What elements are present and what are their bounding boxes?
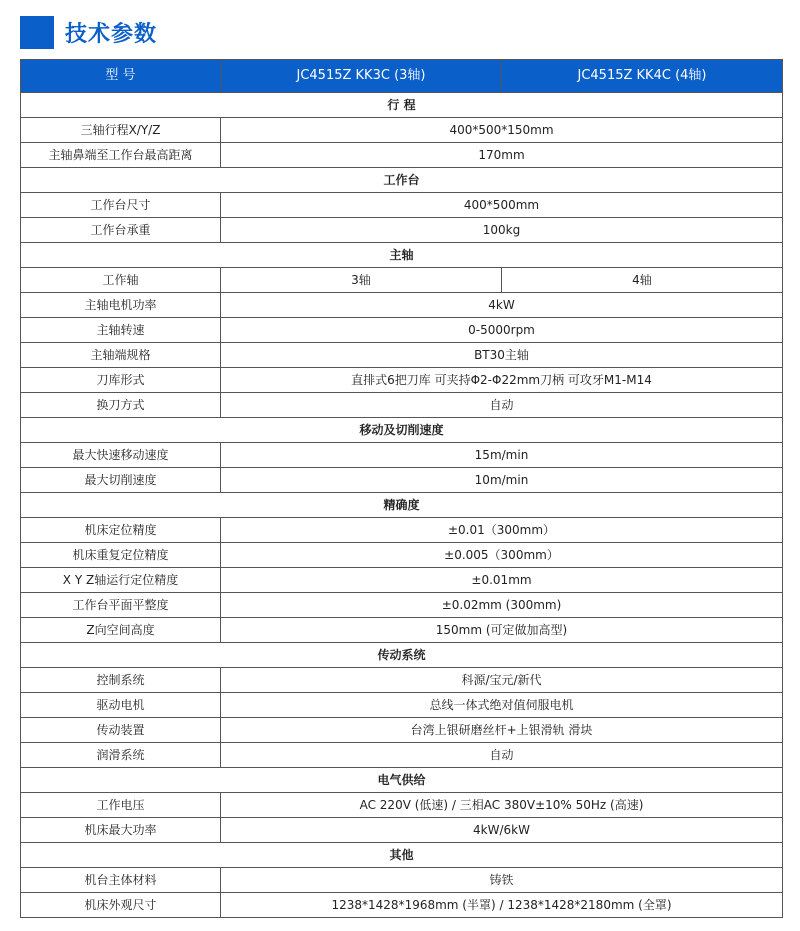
section-row bbox=[21, 418, 783, 443]
spec-label: 驱动电机 bbox=[21, 693, 221, 718]
spec-value: 科源/宝元/新代 bbox=[221, 668, 783, 693]
table-row bbox=[21, 143, 783, 168]
spec-value: 总线一体式绝对值伺服电机 bbox=[221, 693, 783, 718]
spec-value: BT30主轴 bbox=[221, 343, 783, 368]
spec-label: 主轴鼻端至工作台最高距离 bbox=[21, 143, 221, 168]
spec-value: 170mm bbox=[221, 143, 783, 168]
table-row bbox=[21, 468, 783, 493]
spec-value: ±0.01mm bbox=[221, 568, 783, 593]
section-row bbox=[21, 93, 783, 118]
spec-label: 三轴行程X/Y/Z bbox=[21, 118, 221, 143]
table-row bbox=[21, 793, 783, 818]
table-row bbox=[21, 818, 783, 843]
spec-label: 机床最大功率 bbox=[21, 818, 221, 843]
page-title: 技术参数 bbox=[65, 22, 158, 47]
spec-label: 主轴转速 bbox=[21, 318, 221, 343]
section-title-text: 主轴 bbox=[389, 248, 414, 262]
spec-value: 自动 bbox=[221, 743, 783, 768]
section-title bbox=[21, 243, 783, 268]
spec-value: ±0.02mm (300mm) bbox=[221, 593, 783, 618]
table-row bbox=[21, 593, 783, 618]
section-title bbox=[21, 418, 783, 443]
spec-label: 工作轴 bbox=[21, 268, 221, 293]
table-row bbox=[21, 268, 783, 293]
table-row bbox=[21, 218, 783, 243]
section-title bbox=[21, 768, 783, 793]
section-heading bbox=[20, 16, 157, 49]
spec-label: 机床重复定位精度 bbox=[21, 543, 221, 568]
spec-label: 润滑系统 bbox=[21, 743, 221, 768]
spec-label: 换刀方式 bbox=[21, 393, 221, 418]
spec-value: ±0.005（300mm） bbox=[221, 543, 783, 568]
spec-value: 4kW/6kW bbox=[221, 818, 783, 843]
header-model-label: 型 号 bbox=[21, 60, 221, 93]
table-row bbox=[21, 718, 783, 743]
spec-label: 工作电压 bbox=[21, 793, 221, 818]
spec-value: 10m/min bbox=[221, 468, 783, 493]
table-row bbox=[21, 368, 783, 393]
spec-value: 直排式6把刀库 可夹持Φ2-Φ22mm刀柄 可攻牙M1-M14 bbox=[221, 368, 783, 393]
spec-value: 0-5000rpm bbox=[221, 318, 783, 343]
section-row bbox=[21, 843, 783, 868]
spec-label: 机床定位精度 bbox=[21, 518, 221, 543]
section-row bbox=[21, 168, 783, 193]
section-title-text: 传动系统 bbox=[377, 648, 426, 662]
spec-label: 传动装置 bbox=[21, 718, 221, 743]
section-title-text: 行 程 bbox=[387, 98, 416, 112]
table-row bbox=[21, 693, 783, 718]
spec-value: 15m/min bbox=[221, 443, 783, 468]
spec-value: 4kW bbox=[221, 293, 783, 318]
section-title-text: 移动及切削速度 bbox=[359, 423, 444, 437]
spec-value: 台湾上银研磨丝杆+上银滑轨 滑块 bbox=[221, 718, 783, 743]
table-row bbox=[21, 393, 783, 418]
spec-label: 最大快速移动速度 bbox=[21, 443, 221, 468]
spec-value: 400*500mm bbox=[221, 193, 783, 218]
spec-label: 工作台尺寸 bbox=[21, 193, 221, 218]
section-title bbox=[21, 843, 783, 868]
spec-value: 150mm (可定做加高型) bbox=[221, 618, 783, 643]
table-row bbox=[21, 743, 783, 768]
section-title bbox=[21, 493, 783, 518]
spec-value: ±0.01（300mm） bbox=[221, 518, 783, 543]
spec-value: AC 220V (低速) / 三相AC 380V±10% 50Hz (高速) bbox=[221, 793, 783, 818]
spec-label: 刀库形式 bbox=[21, 368, 221, 393]
spec-label: 机台主体材料 bbox=[21, 868, 221, 893]
header-model-b: JC4515Z KK4C (4轴) bbox=[502, 60, 783, 93]
table-row bbox=[21, 118, 783, 143]
section-title-text: 工作台 bbox=[383, 173, 420, 187]
section-title-text: 精确度 bbox=[383, 498, 420, 512]
spec-value: 100kg bbox=[221, 218, 783, 243]
section-row bbox=[21, 768, 783, 793]
table-row bbox=[21, 193, 783, 218]
table-row bbox=[21, 893, 783, 918]
heading-square-icon bbox=[20, 16, 54, 49]
spec-label: Z向空间高度 bbox=[21, 618, 221, 643]
spec-value: 400*500*150mm bbox=[221, 118, 783, 143]
spec-label: X Y Z轴运行定位精度 bbox=[21, 568, 221, 593]
spec-value: 自动 bbox=[221, 393, 783, 418]
table-row bbox=[21, 443, 783, 468]
section-row bbox=[21, 243, 783, 268]
spec-label: 最大切削速度 bbox=[21, 468, 221, 493]
spec-label: 主轴端规格 bbox=[21, 343, 221, 368]
header-model-a: JC4515Z KK3C (3轴) bbox=[221, 60, 502, 93]
table-row bbox=[21, 543, 783, 568]
section-title-text: 其他 bbox=[389, 848, 414, 862]
section-title bbox=[21, 93, 783, 118]
table-row bbox=[21, 868, 783, 893]
table-row bbox=[21, 318, 783, 343]
section-title bbox=[21, 168, 783, 193]
spec-value-model-a: 3轴 bbox=[221, 268, 502, 293]
spec-value: 铸铁 bbox=[221, 868, 783, 893]
table-row bbox=[21, 343, 783, 368]
spec-label: 主轴电机功率 bbox=[21, 293, 221, 318]
table-row bbox=[21, 518, 783, 543]
spec-label: 控制系统 bbox=[21, 668, 221, 693]
table-row bbox=[21, 293, 783, 318]
spec-label: 工作台承重 bbox=[21, 218, 221, 243]
spec-value-model-b: 4轴 bbox=[502, 268, 783, 293]
section-title-text: 电气供给 bbox=[377, 773, 426, 787]
section-title bbox=[21, 643, 783, 668]
table-row bbox=[21, 618, 783, 643]
section-row bbox=[21, 493, 783, 518]
section-row bbox=[21, 643, 783, 668]
spec-label: 机床外观尺寸 bbox=[21, 893, 221, 918]
table-header-row bbox=[21, 60, 783, 93]
spec-label: 工作台平面平整度 bbox=[21, 593, 221, 618]
spec-value: 1238*1428*1968mm (半罩) / 1238*1428*2180mm (全罩) bbox=[221, 893, 783, 918]
spec-table bbox=[20, 59, 783, 918]
table-row bbox=[21, 568, 783, 593]
table-row bbox=[21, 668, 783, 693]
spec-table-body bbox=[21, 93, 783, 918]
